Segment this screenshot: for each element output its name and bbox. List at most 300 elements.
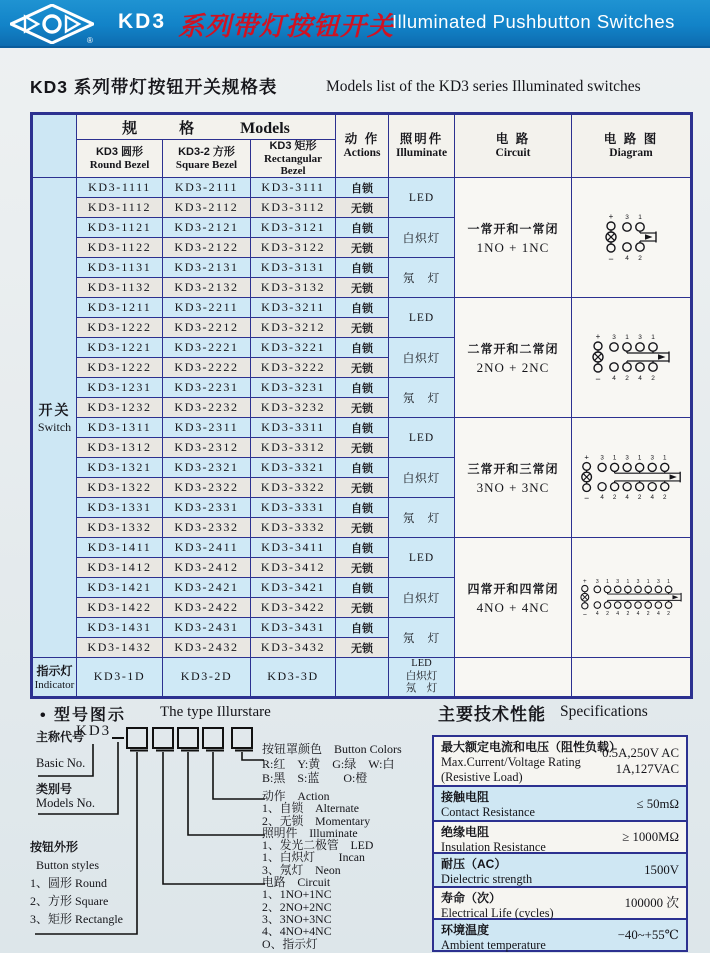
model-cell-square: KD3-2312: [163, 438, 251, 458]
header-models-cn: 规 格: [122, 119, 199, 137]
action-cell: 无锁: [336, 198, 389, 218]
action-cell: 自锁: [336, 418, 389, 438]
spec-label-en: Ambient temperature: [441, 938, 546, 952]
action-cell: 自锁: [336, 298, 389, 318]
svg-text:1: 1: [626, 578, 630, 585]
legend-line-2: 2、无锁 Momentary: [262, 813, 371, 828]
header-actions: [336, 114, 389, 178]
switch-row-label: [32, 178, 77, 658]
circuit-en: 4NO + 4NC: [476, 599, 550, 615]
header-models-en: Models: [240, 119, 290, 137]
header-bezel-1-cn: KD3-2 方形: [178, 146, 235, 158]
svg-text:4: 4: [600, 493, 604, 501]
svg-text:2: 2: [667, 610, 670, 617]
legend-line-0: 动作 Action: [262, 789, 330, 803]
legend-line-5: 1、白炽灯 Incan: [262, 850, 365, 865]
basic-no-label-cn: 主称代号: [36, 730, 85, 744]
spec-value-line: ≥ 1000MΩ: [622, 830, 679, 844]
svg-text:4: 4: [625, 254, 629, 262]
svg-text:4: 4: [650, 493, 654, 501]
action-cell: 自锁: [336, 538, 389, 558]
model-cell-round: KD3-1312: [77, 438, 163, 458]
button-styles-line-0: 按钮外形: [30, 840, 79, 854]
legend-line-7: 电路 Circuit: [262, 875, 331, 890]
legend-line-9: 2、2NO+2NC: [262, 899, 332, 914]
svg-text:3: 3: [638, 333, 642, 341]
model-cell-rect: KD3-3111: [251, 178, 336, 198]
spec-value-line: −40~+55℃: [617, 928, 679, 942]
header-circuit-cn: 电 路: [495, 132, 531, 146]
spec-label-en: Dielectric strength: [441, 872, 533, 886]
action-cell: 无锁: [336, 278, 389, 298]
circuit-cn: 一常开和一常闭: [467, 221, 559, 236]
model-cell-round: KD3-1411: [77, 538, 163, 558]
type-illustration-section: [28, 698, 434, 953]
svg-text:3: 3: [625, 454, 629, 462]
svg-text:4: 4: [638, 374, 642, 382]
svg-text:3: 3: [636, 578, 640, 585]
action-cell: 自锁: [336, 458, 389, 478]
model-cell-round: KD3-1322: [77, 478, 163, 498]
models-table-title-en: Models list of the KD3 series Illuminated switches: [326, 78, 641, 95]
model-cell-rect: KD3-3331: [251, 498, 336, 518]
svg-text:2: 2: [612, 493, 617, 501]
illuminate-cell: LED: [389, 178, 455, 218]
svg-text:1: 1: [637, 454, 642, 462]
diagram-cell: [572, 418, 692, 538]
model-cell-round: KD3-1132: [77, 278, 163, 298]
spec-value: [618, 927, 679, 943]
model-cell-rect: KD3-3421: [251, 578, 336, 598]
illuminate-cell: 白炽灯: [389, 578, 455, 618]
spec-label-en: Insulation Resistance: [441, 840, 546, 854]
indicator-row: [32, 658, 692, 698]
spec-row-2: [434, 822, 686, 854]
button-styles-line-1: Button styles: [30, 858, 100, 872]
action-cell: 无锁: [336, 438, 389, 458]
legend-line-6: 3、氖灯 Neon: [262, 862, 341, 877]
svg-text:4: 4: [656, 610, 660, 617]
model-cell-rect: KD3-3412: [251, 558, 336, 578]
model-cell-round: KD3-1421: [77, 578, 163, 598]
model-cell-square: KD3-2232: [163, 398, 251, 418]
svg-text:2: 2: [625, 374, 629, 382]
model-cell-rect: KD3-3321: [251, 458, 336, 478]
registered-mark: ®: [87, 36, 93, 44]
spec-label-en: Electrical Life (cycles): [441, 906, 554, 920]
svg-text:4: 4: [616, 610, 620, 617]
svg-text:2: 2: [638, 254, 642, 262]
illuminate-cell: LED: [389, 418, 455, 458]
model-cell-round: KD3-1222: [77, 318, 163, 338]
model-cell-square: KD3-2231: [163, 378, 251, 398]
model-cell-round: KD3-1412: [77, 558, 163, 578]
spec-label: [441, 790, 535, 820]
circuit-cell: [455, 298, 572, 418]
diagram-cell: [572, 178, 692, 298]
spec-value-line2: 1A,127VAC: [615, 762, 679, 776]
table-row: [32, 178, 692, 198]
illuminate-cell: 氖 灯: [389, 378, 455, 418]
spec-label-cn: 接触电阻: [441, 790, 490, 804]
svg-text:1: 1: [625, 333, 629, 341]
indicator-row-label: [32, 658, 77, 698]
svg-text:4: 4: [595, 610, 599, 617]
type-heading-en: The type Illurstare: [160, 704, 271, 720]
model-cell-round: KD3-1111: [77, 178, 163, 198]
spec-label-cn: 耐压（AC）: [441, 857, 507, 871]
spec-value-line: ≤ 50mΩ: [636, 796, 679, 811]
type-prefix: KD3: [76, 723, 112, 739]
spec-label-cn: 绝缘电阻: [441, 825, 490, 839]
legend-line-1: 1、自锁 Alternate: [262, 801, 359, 816]
header-actions-en: Actions: [343, 147, 381, 159]
svg-text:+: +: [582, 577, 587, 585]
model-cell-square: KD3-2132: [163, 278, 251, 298]
action-cell: 自锁: [336, 258, 389, 278]
indicator-label-en: Indicator: [34, 679, 75, 692]
model-cell-square: KD3-2311: [163, 418, 251, 438]
svg-text:4: 4: [612, 374, 616, 382]
model-cell-rect: KD3-3411: [251, 538, 336, 558]
type-heading-cn: • 型号图示: [40, 707, 127, 724]
button-styles-line-2: 1、圆形 Round: [30, 876, 108, 890]
header-title-cn: 系列带灯按钮开关: [178, 11, 395, 41]
model-cell-square: KD3-2411: [163, 538, 251, 558]
illuminate-cell: [389, 658, 455, 698]
illuminate-line: LED: [411, 658, 432, 669]
spec-value: [622, 829, 679, 845]
model-cell-rect: KD3-3432: [251, 638, 336, 658]
illuminate-cell: 白炽灯: [389, 218, 455, 258]
model-cell-square: KD3-2431: [163, 618, 251, 638]
brand-logo-icon: [10, 4, 94, 44]
circuit-cell: [455, 178, 572, 298]
model-cell-rect: KD3-3311: [251, 418, 336, 438]
model-cell-rect: KD3-3212: [251, 318, 336, 338]
spec-label-cn: 环境温度: [441, 923, 490, 937]
svg-text:4: 4: [625, 493, 629, 501]
illuminate-cell: 白炽灯: [389, 338, 455, 378]
action-cell: 自锁: [336, 378, 389, 398]
svg-text:3: 3: [600, 454, 604, 462]
action-cell: 无锁: [336, 638, 389, 658]
header-diagram-cn: 电 路 图: [603, 132, 659, 146]
header-actions-cn: 动 作: [344, 132, 380, 146]
svg-text:2: 2: [637, 493, 642, 501]
svg-text:3: 3: [625, 213, 629, 221]
model-cell-square: KD3-2332: [163, 518, 251, 538]
model-cell-rect: KD3-3232: [251, 398, 336, 418]
button-styles-block: [30, 838, 123, 928]
models-table-body: [32, 178, 692, 698]
model-cell-round: KD3-1112: [77, 198, 163, 218]
model-cell-round: KD3-1422: [77, 598, 163, 618]
action-cell: 无锁: [336, 598, 389, 618]
button-styles-line-3: 2、方形 Square: [30, 894, 109, 908]
models-table-head: [32, 114, 692, 178]
model-cell-square: KD3-2131: [163, 258, 251, 278]
model-cell-round: KD3-1211: [77, 298, 163, 318]
svg-text:+: +: [584, 452, 589, 462]
circuit-en: 1NO + 1NC: [476, 239, 550, 255]
header-bezel-1: [163, 140, 251, 178]
svg-text:3: 3: [612, 333, 616, 341]
svg-text:4: 4: [636, 610, 640, 617]
circuit-cn: 四常开和四常闭: [467, 581, 559, 596]
svg-text:+: +: [595, 331, 601, 341]
header-models: [77, 114, 336, 140]
spec-value-line: 0.5A,250V AC: [602, 746, 679, 760]
svg-text:1: 1: [651, 333, 655, 341]
button-colors-block: [262, 742, 402, 786]
models-table-title-cn: KD3 系列带灯按钮开关规格表: [30, 77, 278, 97]
illuminate-cell: 氖 灯: [389, 498, 455, 538]
model-cell-round: KD3-1311: [77, 418, 163, 438]
legend-line-12: O、指示灯: [262, 936, 318, 951]
indicator-label-cn: 指示灯: [36, 664, 73, 679]
illuminate-line: 白炽灯: [405, 670, 438, 682]
svg-text:3: 3: [656, 578, 660, 585]
model-cell-square: KD3-2112: [163, 198, 251, 218]
svg-text:−: −: [582, 611, 587, 619]
circuit-cell: [455, 418, 572, 538]
model-cell-square: KD3-2D: [163, 658, 251, 698]
svg-text:2: 2: [646, 610, 650, 617]
model-cell-round: KD3-1331: [77, 498, 163, 518]
button-colors-line-1: B:黑 S:蓝 O:橙: [262, 771, 368, 785]
diagram-cell: [572, 298, 692, 418]
svg-text:1: 1: [638, 213, 642, 221]
svg-text:1: 1: [606, 578, 609, 585]
header-row-1: [32, 114, 692, 140]
model-cell-round: KD3-1221: [77, 338, 163, 358]
specs-table: [432, 735, 688, 952]
model-cell-rect: KD3-3132: [251, 278, 336, 298]
action-cell: 无锁: [336, 238, 389, 258]
header-diagram: [572, 114, 692, 178]
table-row: [32, 298, 692, 318]
spec-label-en: Contact Resistance: [441, 805, 535, 819]
model-cell-square: KD3-2122: [163, 238, 251, 258]
header-illuminate: [389, 114, 455, 178]
model-cell-rect: KD3-3222: [251, 358, 336, 378]
switch-label-en: Switch: [37, 420, 72, 434]
action-cell: 无锁: [336, 518, 389, 538]
spec-value: [602, 745, 679, 777]
svg-text:3: 3: [616, 578, 620, 585]
model-cell-square: KD3-2211: [163, 298, 251, 318]
model-cell-square: KD3-2121: [163, 218, 251, 238]
spec-value-line: 1500V: [644, 863, 679, 877]
model-cell-square: KD3-2412: [163, 558, 251, 578]
action-cell: 自锁: [336, 498, 389, 518]
action-cell: 自锁: [336, 218, 389, 238]
legend-line-3: 照明件 Illuminate: [262, 825, 358, 840]
illuminate-cell: 氖 灯: [389, 258, 455, 298]
model-cell-round: KD3-1432: [77, 638, 163, 658]
spec-row-3: [434, 854, 686, 888]
header-diagram-en: Diagram: [609, 147, 653, 159]
spec-value: [625, 895, 679, 911]
model-cell-rect: KD3-3422: [251, 598, 336, 618]
circuit-cn: 二常开和二常闭: [467, 341, 559, 356]
model-cell-square: KD3-2221: [163, 338, 251, 358]
circuit-en: 3NO + 3NC: [476, 479, 550, 495]
model-cell-square: KD3-2321: [163, 458, 251, 478]
model-cell-square: KD3-2212: [163, 318, 251, 338]
header-title-en: Illuminated Pushbutton Switches: [392, 11, 675, 32]
model-cell-square: KD3-2421: [163, 578, 251, 598]
header-illuminate-en: Illuminate: [395, 147, 448, 159]
header-illuminate-cn: 照明件: [399, 132, 444, 146]
diagram-cell: [572, 538, 692, 658]
specs-section: [432, 698, 690, 953]
circuit-diagram-4no4nc: [577, 576, 685, 620]
spec-row-4: [434, 888, 686, 920]
model-cell-square: KD3-2322: [163, 478, 251, 498]
model-cell-square: KD3-2432: [163, 638, 251, 658]
action-cell: 无锁: [336, 478, 389, 498]
model-cell-round: KD3-1121: [77, 218, 163, 238]
spec-label: [441, 825, 546, 855]
header-circuit: [455, 114, 572, 178]
table-row: [32, 538, 692, 558]
spec-label: [441, 891, 554, 921]
circuit-cn: 三常开和三常闭: [467, 461, 559, 476]
svg-text:3: 3: [595, 578, 599, 585]
header-models-wrap: [77, 117, 335, 138]
illuminate-cell: 氖 灯: [389, 618, 455, 658]
model-cell-rect: KD3-3211: [251, 298, 336, 318]
header-bezel-0-cn: KD3 圆形: [95, 146, 144, 158]
model-cell-square: KD3-2111: [163, 178, 251, 198]
action-cell: 自锁: [336, 618, 389, 638]
legend-line-10: 3、3NO+3NC: [262, 911, 332, 926]
model-cell-rect: KD3-3221: [251, 338, 336, 358]
svg-text:−: −: [595, 373, 601, 384]
type-illustration-canvas: [28, 698, 434, 953]
switch-label-cn: 开关: [38, 402, 71, 418]
spec-label: [441, 857, 532, 887]
spec-row-1: [434, 787, 686, 822]
page-header-band: [0, 0, 710, 48]
svg-text:1: 1: [612, 454, 617, 462]
model-cell-square: KD3-2331: [163, 498, 251, 518]
action-cell: 无锁: [336, 358, 389, 378]
action-cell: 自锁: [336, 178, 389, 198]
spec-value: [644, 862, 679, 878]
model-cell-round: KD3-1131: [77, 258, 163, 278]
action-cell: 自锁: [336, 578, 389, 598]
spec-value-line: 100000 次: [624, 896, 679, 910]
models-no-label-en: Models No.: [36, 796, 96, 810]
svg-text:3: 3: [650, 454, 654, 462]
legend-line-8: 1、1NO+1NC: [262, 887, 332, 902]
model-cell-rect: KD3-3431: [251, 618, 336, 638]
model-cell-round: KD3-1321: [77, 458, 163, 478]
header-bezel-0: [77, 140, 163, 178]
svg-text:2: 2: [606, 610, 609, 617]
illuminate-cell: LED: [389, 538, 455, 578]
model-cell-round: KD3-1332: [77, 518, 163, 538]
table-row: [32, 418, 692, 438]
model-cell-rect: KD3-3D: [251, 658, 336, 698]
illuminate-cell: 白炽灯: [389, 458, 455, 498]
model-cell-rect: KD3-3131: [251, 258, 336, 278]
header-circuit-en: Circuit: [495, 147, 531, 159]
spec-label-cn: 最大额定电流和电压（阻性负载）: [441, 740, 622, 754]
model-cell-rect: KD3-3312: [251, 438, 336, 458]
svg-text:−: −: [608, 253, 614, 264]
svg-text:2: 2: [626, 610, 630, 617]
circuit-cell: [455, 538, 572, 658]
model-cell-round: KD3-1431: [77, 618, 163, 638]
action-cell: 自锁: [336, 338, 389, 358]
legend-line-11: 4、4NO+4NC: [262, 924, 332, 939]
model-cell-rect: KD3-3122: [251, 238, 336, 258]
model-cell-round: KD3-1232: [77, 398, 163, 418]
svg-text:2: 2: [651, 374, 655, 382]
legend-line-4: 1、发光二极管 LED: [262, 838, 374, 853]
specs-heading-en: Specifications: [560, 703, 648, 720]
svg-text:1: 1: [646, 578, 650, 585]
specs-heading-cn: 主要技术性能: [438, 705, 546, 724]
illuminate-cell: LED: [389, 298, 455, 338]
svg-text:+: +: [608, 211, 614, 221]
spec-label: [441, 923, 546, 953]
spec-label: [441, 740, 621, 785]
button-styles-line-4: 3、矩形 Rectangle: [30, 912, 123, 926]
model-cell-round: KD3-1122: [77, 238, 163, 258]
action-cell: 无锁: [336, 398, 389, 418]
spec-label-en2: (Resistive Load): [441, 770, 523, 784]
action-cell: 无锁: [336, 318, 389, 338]
model-cell-round: KD3-1231: [77, 378, 163, 398]
spec-value: [637, 796, 679, 812]
header-blank-cell: [32, 114, 77, 178]
spec-label-cn: 寿命（次）: [441, 891, 502, 905]
model-cell-rect: KD3-3231: [251, 378, 336, 398]
model-cell-square: KD3-2422: [163, 598, 251, 618]
spec-row-0: [434, 737, 686, 787]
type-code-legend-list: [262, 790, 373, 950]
model-cell-rect: KD3-3322: [251, 478, 336, 498]
svg-text:1: 1: [663, 454, 667, 462]
spec-row-5: [434, 920, 686, 950]
basic-no-label-en: Basic No.: [36, 756, 86, 770]
models-table: [30, 112, 693, 699]
diagram-cell: [572, 658, 692, 698]
model-cell-square: KD3-2222: [163, 358, 251, 378]
circuit-diagram-1no1nc: [601, 210, 661, 266]
header-bezel-2-en: Rectangular Bezel: [263, 153, 323, 177]
svg-text:−: −: [584, 492, 590, 503]
illuminate-line: 氖 灯: [405, 683, 438, 694]
header-bezel-2-cn: KD3 矩形: [269, 140, 317, 152]
circuit-en: 2NO + 2NC: [476, 359, 550, 375]
spec-label-en: Max.Current/Voltage Rating: [441, 755, 581, 769]
button-colors-title: 按钮罩颜色 Button Colors: [262, 742, 402, 756]
header-bezel-2: [251, 140, 336, 178]
model-cell-rect: KD3-3121: [251, 218, 336, 238]
model-cell-round: KD3-1222: [77, 358, 163, 378]
circuit-diagram-3no3nc: [577, 451, 685, 505]
action-cell: [336, 658, 389, 698]
circuit-cell: [455, 658, 572, 698]
action-cell: 无锁: [336, 558, 389, 578]
button-colors-line-0: R:红 Y:黄 G:绿 W:白: [262, 756, 395, 771]
